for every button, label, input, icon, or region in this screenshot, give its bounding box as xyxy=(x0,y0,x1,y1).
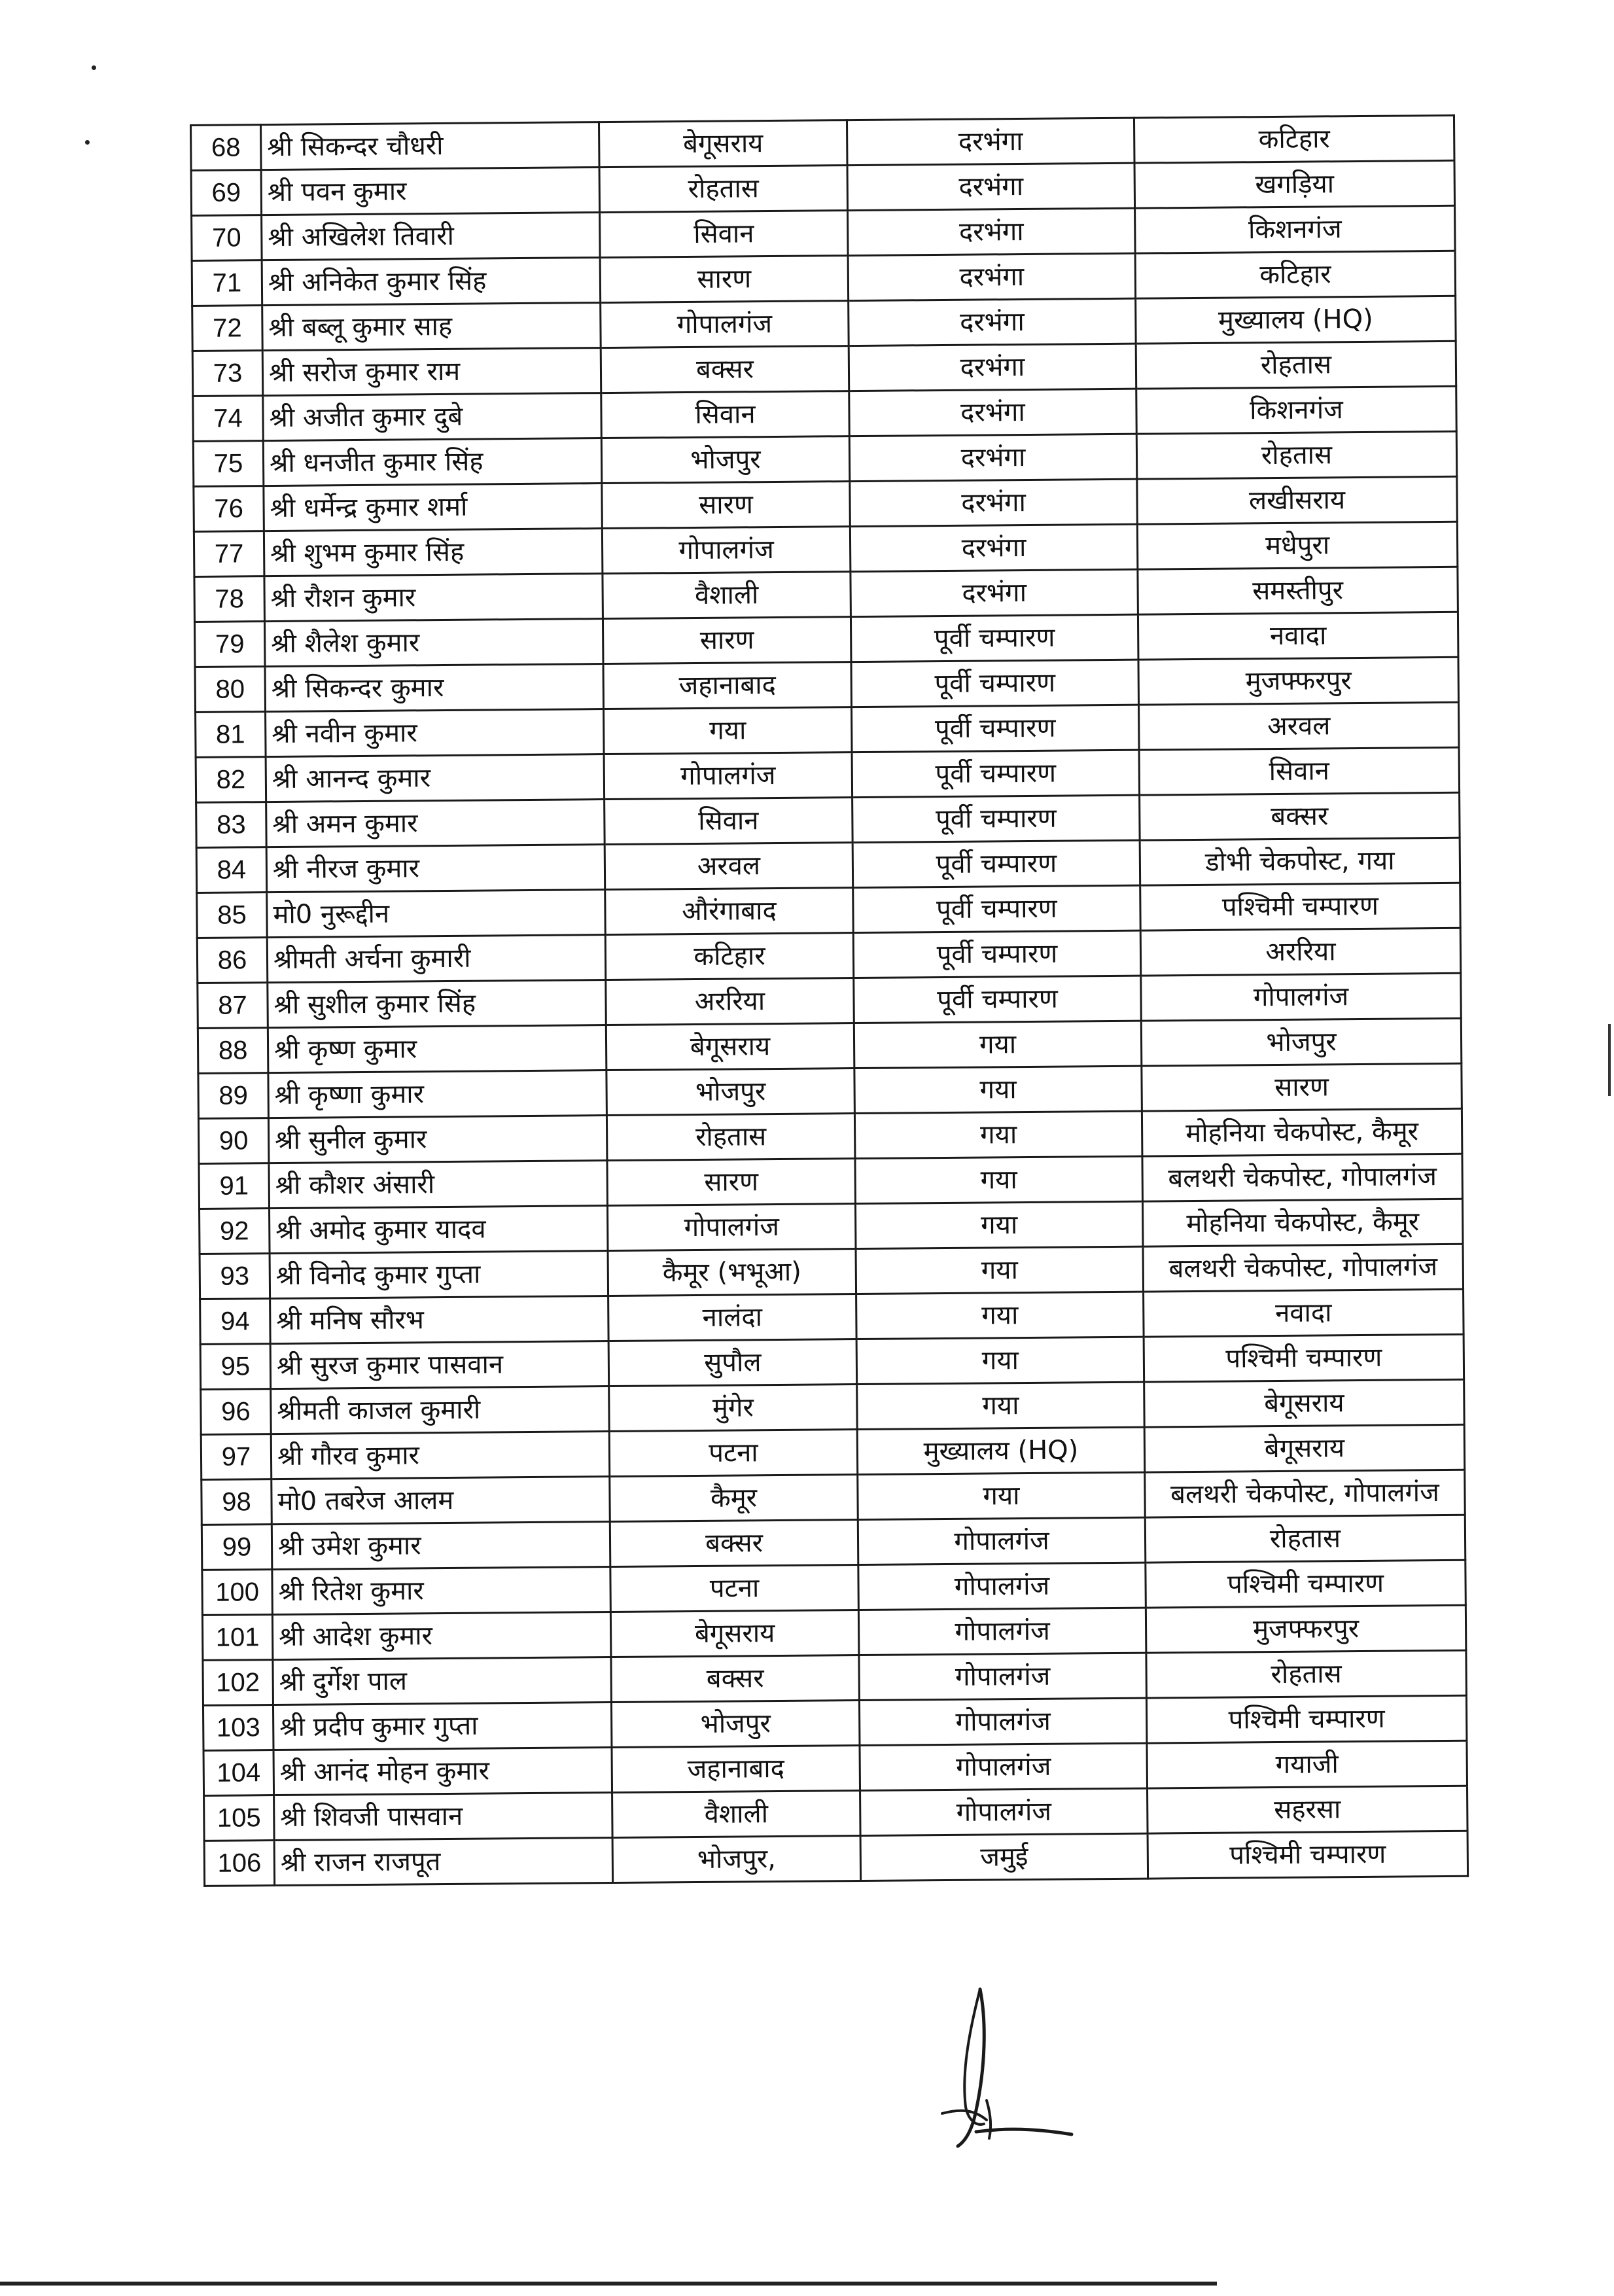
serial-number-cell: 92 xyxy=(200,1209,270,1254)
serial-number-cell: 95 xyxy=(200,1344,271,1390)
serial-number-cell: 70 xyxy=(192,215,262,261)
home-district-cell: गोपालगंज xyxy=(602,527,851,574)
employee-name-cell: श्री सुनील कुमार xyxy=(268,1116,607,1163)
employee-name-cell: श्री दुर्गेश पाल xyxy=(273,1657,612,1705)
serial-number-cell: 94 xyxy=(200,1299,271,1345)
employee-name-cell: श्री पवन कुमार xyxy=(261,168,600,215)
new-posting-cell: पश्चिमी चम्पारण xyxy=(1144,1334,1464,1382)
current-posting-cell: पूर्वी चम्पारण xyxy=(852,795,1140,842)
current-posting-cell: गोपालगंज xyxy=(858,1563,1146,1610)
home-district-cell: भोजपुर xyxy=(611,1701,860,1748)
serial-number-cell: 69 xyxy=(191,170,262,216)
new-posting-cell: भोजपुर xyxy=(1141,1018,1462,1066)
serial-number-cell: 78 xyxy=(194,576,265,622)
home-district-cell: वैशाली xyxy=(612,1791,861,1838)
home-district-cell: पटना xyxy=(610,1565,859,1612)
home-district-cell: कैमूर xyxy=(610,1475,858,1522)
new-posting-cell: किशनगंज xyxy=(1135,205,1456,253)
serial-number-cell: 68 xyxy=(191,125,262,171)
home-district-cell: बक्सर xyxy=(610,1520,858,1567)
current-posting-cell: गोपालगंज xyxy=(860,1743,1148,1790)
new-posting-cell: नवादा xyxy=(1138,612,1458,660)
current-posting-cell: जमुई xyxy=(860,1833,1148,1881)
current-posting-cell: पूर्वी चम्पारण xyxy=(854,976,1142,1023)
employee-name-cell: श्री सिकन्दर चौधरी xyxy=(261,122,600,170)
employee-name-cell: श्री अमोद कुमार यादव xyxy=(270,1206,608,1254)
serial-number-cell: 84 xyxy=(196,847,267,893)
new-posting-cell: समस्तीपुर xyxy=(1138,567,1458,614)
employee-name-cell: श्री धर्मेन्द्र कुमार शर्मा xyxy=(264,484,603,531)
current-posting-cell: गोपालगंज xyxy=(858,1517,1146,1564)
current-posting-cell: गया xyxy=(857,1382,1145,1429)
employee-name-cell: श्री गौरव कुमार xyxy=(271,1432,610,1479)
new-posting-cell: गयाजी xyxy=(1147,1740,1467,1788)
current-posting-cell: मुख्यालय (HQ) xyxy=(857,1427,1145,1474)
employee-name-cell: श्री सुशील कुमार सिंह xyxy=(268,980,606,1028)
employee-name-cell: श्री रितेश कुमार xyxy=(272,1567,611,1615)
serial-number-cell: 91 xyxy=(199,1163,270,1209)
serial-number-cell: 105 xyxy=(204,1795,275,1841)
employee-name-cell: श्री आनन्द कुमार xyxy=(266,754,605,802)
transfer-list-table-wrap xyxy=(190,115,1440,1887)
new-posting-cell: सारण xyxy=(1142,1063,1462,1111)
home-district-cell: सारण xyxy=(600,256,849,303)
home-district-cell: बक्सर xyxy=(611,1655,860,1703)
new-posting-cell: पश्चिमी चम्पारण xyxy=(1146,1695,1467,1743)
current-posting-cell: दरभंगा xyxy=(851,569,1138,616)
employee-name-cell: श्री कौशर अंसारी xyxy=(269,1161,608,1209)
new-posting-cell: पश्चिमी चम्पारण xyxy=(1148,1831,1468,1879)
new-posting-cell: मुख्यालय (HQ) xyxy=(1136,296,1456,344)
new-posting-cell: खगड़िया xyxy=(1134,160,1455,208)
employee-name-cell: श्री अमन कुमार xyxy=(266,800,605,847)
new-posting-cell: रोहतास xyxy=(1145,1515,1465,1563)
employee-name-cell: श्री धनजीत कुमार सिंह xyxy=(263,438,602,486)
serial-number-cell: 74 xyxy=(193,396,264,442)
home-district-cell: गोपालगंज xyxy=(601,301,849,348)
new-posting-cell: किशनगंज xyxy=(1136,386,1457,434)
new-posting-cell: मुजफ्फरपुर xyxy=(1146,1605,1466,1653)
serial-number-cell: 88 xyxy=(198,1028,268,1074)
serial-number-cell: 83 xyxy=(196,802,267,848)
new-posting-cell: बलथरी चेकपोस्ट, गोपालगंज xyxy=(1145,1470,1465,1517)
home-district-cell: सिवान xyxy=(601,391,850,438)
home-district-cell: मुंगेर xyxy=(609,1385,858,1432)
serial-number-cell: 86 xyxy=(197,938,268,983)
home-district-cell: भोजपुर, xyxy=(612,1836,861,1883)
employee-name-cell: श्री सरोज कुमार राम xyxy=(262,348,601,396)
employee-name-cell: श्रीमती काजल कुमारी xyxy=(271,1386,610,1434)
employee-name-cell: श्री बब्लू कुमार साह xyxy=(262,303,601,351)
current-posting-cell: पूर्वी चम्पारण xyxy=(853,930,1141,978)
scan-speck xyxy=(92,65,96,70)
serial-number-cell: 80 xyxy=(195,667,266,713)
new-posting-cell: मधेपुरा xyxy=(1137,521,1458,569)
current-posting-cell: दरभंगा xyxy=(847,163,1135,210)
new-posting-cell: रोहतास xyxy=(1136,341,1456,389)
home-district-cell: भोजपुर xyxy=(601,436,850,484)
employee-name-cell: श्री शुभम कुमार सिंह xyxy=(264,529,603,576)
serial-number-cell: 71 xyxy=(192,260,262,306)
serial-number-cell: 96 xyxy=(201,1389,272,1435)
scan-speck xyxy=(85,140,90,145)
serial-number-cell: 104 xyxy=(203,1750,274,1796)
current-posting-cell: गया xyxy=(858,1472,1146,1519)
employee-name-cell: श्री राजन राजपूत xyxy=(274,1838,613,1886)
serial-number-cell: 99 xyxy=(202,1525,272,1570)
new-posting-cell: गोपालगंज xyxy=(1141,973,1462,1021)
current-posting-cell: गया xyxy=(854,1111,1142,1158)
home-district-cell: सुपौल xyxy=(608,1339,857,1386)
current-posting-cell: गोपालगंज xyxy=(859,1653,1147,1700)
current-posting-cell: गोपालगंज xyxy=(860,1788,1148,1835)
serial-number-cell: 103 xyxy=(203,1705,273,1751)
serial-number-cell: 100 xyxy=(202,1570,273,1616)
new-posting-cell: मुजफ्फरपुर xyxy=(1138,657,1459,705)
home-district-cell: गोपालगंज xyxy=(607,1204,856,1251)
new-posting-cell: सिवान xyxy=(1139,747,1460,795)
employee-name-cell: श्री आदेश कुमार xyxy=(272,1612,611,1660)
current-posting-cell: गया xyxy=(855,1156,1143,1203)
home-district-cell: वैशाली xyxy=(603,572,851,619)
current-posting-cell: दरभंगा xyxy=(847,118,1134,165)
new-posting-cell: पश्चिमी चम्पारण xyxy=(1146,1560,1466,1608)
new-posting-cell: बेगूसराय xyxy=(1144,1379,1465,1427)
new-posting-cell: मोहनिया चेकपोस्ट, कैमूर xyxy=(1142,1199,1463,1246)
home-district-cell: गोपालगंज xyxy=(604,752,852,800)
new-posting-cell: मोहनिया चेकपोस्ट, कैमूर xyxy=(1142,1108,1462,1156)
home-district-cell: पटना xyxy=(609,1430,858,1477)
new-posting-cell: लखीसराय xyxy=(1137,476,1458,524)
employee-name-cell: मो0 नुरूद्दीन xyxy=(267,890,606,938)
serial-number-cell: 72 xyxy=(192,306,263,351)
employee-name-cell: श्री नीरज कुमार xyxy=(266,845,605,892)
serial-number-cell: 79 xyxy=(194,622,265,667)
employee-name-cell: श्रीमती अर्चना कुमारी xyxy=(267,935,606,983)
home-district-cell: जहानाबाद xyxy=(603,662,852,709)
current-posting-cell: गया xyxy=(854,1021,1142,1068)
signature-icon xyxy=(903,1963,1086,2159)
new-posting-cell: अररिया xyxy=(1140,928,1461,976)
home-district-cell: रोहतास xyxy=(606,1114,855,1161)
employee-name-cell: श्री सुरज कुमार पासवान xyxy=(270,1341,609,1389)
current-posting-cell: पूर्वी चम्पारण xyxy=(852,705,1140,752)
current-posting-cell: गोपालगंज xyxy=(858,1608,1146,1655)
serial-number-cell: 76 xyxy=(194,486,264,532)
employee-name-cell: श्री प्रदीप कुमार गुप्ता xyxy=(273,1703,612,1750)
current-posting-cell: पूर्वी चम्पारण xyxy=(851,660,1139,707)
serial-number-cell: 106 xyxy=(204,1841,275,1886)
home-district-cell: जहानाबाद xyxy=(612,1746,860,1793)
new-posting-cell: बलथरी चेकपोस्ट, गोपालगंज xyxy=(1143,1244,1464,1292)
home-district-cell: सारण xyxy=(607,1159,856,1206)
home-district-cell: अरवल xyxy=(605,843,853,890)
home-district-cell: भोजपुर xyxy=(606,1069,855,1116)
current-posting-cell: पूर्वी चम्पारण xyxy=(852,840,1140,887)
employee-name-cell: श्री शिवजी पासवान xyxy=(274,1793,613,1841)
current-posting-cell: गया xyxy=(856,1337,1144,1384)
transfer-list-table xyxy=(190,115,1469,1887)
home-district-cell: सिवान xyxy=(600,211,849,258)
employee-name-cell: श्री अजीत कुमार दुबे xyxy=(263,393,602,441)
employee-name-cell: श्री मनिष सौरभ xyxy=(270,1296,609,1344)
current-posting-cell: गया xyxy=(855,1201,1143,1248)
table-body xyxy=(191,115,1468,1886)
new-posting-cell: रोहतास xyxy=(1146,1650,1467,1698)
home-district-cell: रोहतास xyxy=(599,166,848,213)
current-posting-cell: दरभंगा xyxy=(849,434,1137,481)
serial-number-cell: 102 xyxy=(203,1660,273,1706)
current-posting-cell: दरभंगा xyxy=(849,344,1136,391)
employee-name-cell: श्री रौशन कुमार xyxy=(264,574,603,622)
new-posting-cell: बेगूसराय xyxy=(1144,1424,1465,1472)
employee-name-cell: श्री अखिलेश तिवारी xyxy=(262,213,601,260)
scan-edge-mark xyxy=(1608,1024,1611,1096)
serial-number-cell: 75 xyxy=(193,441,264,487)
serial-number-cell: 89 xyxy=(198,1073,269,1119)
current-posting-cell: पूर्वी चम्पारण xyxy=(853,885,1141,932)
employee-name-cell: श्री सिकन्दर कुमार xyxy=(265,664,604,712)
new-posting-cell: पश्चिमी चम्पारण xyxy=(1140,883,1461,930)
new-posting-cell: कटिहार xyxy=(1135,251,1456,298)
employee-name-cell: श्री शैलेश कुमार xyxy=(264,619,603,667)
home-district-cell: बेगूसराय xyxy=(610,1610,859,1657)
serial-number-cell: 85 xyxy=(197,892,268,938)
current-posting-cell: दरभंगा xyxy=(848,253,1136,300)
employee-name-cell: श्री कृष्णा कुमार xyxy=(268,1070,607,1118)
serial-number-cell: 81 xyxy=(196,712,266,758)
bottom-rule xyxy=(0,2282,1217,2286)
current-posting-cell: गोपालगंज xyxy=(859,1698,1147,1745)
home-district-cell: बेगूसराय xyxy=(599,120,847,168)
home-district-cell: अररिया xyxy=(606,978,854,1025)
serial-number-cell: 87 xyxy=(198,983,268,1029)
employee-name-cell: श्री कृष्ण कुमार xyxy=(268,1025,606,1073)
new-posting-cell: सहरसा xyxy=(1148,1786,1468,1833)
current-posting-cell: दरभंगा xyxy=(849,389,1137,436)
current-posting-cell: दरभंगा xyxy=(848,208,1136,255)
current-posting-cell: पूर्वी चम्पारण xyxy=(852,750,1140,797)
current-posting-cell: पूर्वी चम्पारण xyxy=(851,614,1138,662)
serial-number-cell: 77 xyxy=(194,531,264,577)
employee-name-cell: श्री उमेश कुमार xyxy=(272,1522,610,1570)
employee-name-cell: श्री अनिकेत कुमार सिंह xyxy=(262,258,601,306)
new-posting-cell: बक्सर xyxy=(1140,792,1460,840)
home-district-cell: गया xyxy=(604,707,852,754)
employee-name-cell: श्री विनोद कुमार गुप्ता xyxy=(270,1251,608,1299)
home-district-cell: सिवान xyxy=(605,798,853,845)
current-posting-cell: गया xyxy=(854,1066,1142,1113)
serial-number-cell: 101 xyxy=(202,1615,273,1661)
new-posting-cell: नवादा xyxy=(1144,1289,1464,1337)
home-district-cell: कटिहार xyxy=(605,933,854,980)
table-row xyxy=(204,1831,1467,1886)
serial-number-cell: 97 xyxy=(201,1434,272,1480)
serial-number-cell: 82 xyxy=(196,757,266,803)
home-district-cell: कैमूर (भभूआ) xyxy=(608,1249,856,1296)
employee-name-cell: मो0 तबरेज आलम xyxy=(272,1477,610,1525)
home-district-cell: सारण xyxy=(602,482,851,529)
home-district-cell: नालंदा xyxy=(608,1294,857,1341)
home-district-cell: औरंगाबाद xyxy=(605,888,854,935)
current-posting-cell: दरभंगा xyxy=(850,524,1138,571)
home-district-cell: बक्सर xyxy=(601,346,849,393)
employee-name-cell: श्री आनंद मोहन कुमार xyxy=(273,1748,612,1795)
current-posting-cell: दरभंगा xyxy=(849,298,1136,345)
home-district-cell: सारण xyxy=(603,617,851,664)
current-posting-cell: दरभंगा xyxy=(850,479,1138,526)
current-posting-cell: गया xyxy=(856,1292,1144,1339)
new-posting-cell: डोभी चेकपोस्ट, गया xyxy=(1140,838,1460,885)
employee-name-cell: श्री नवीन कुमार xyxy=(266,709,605,757)
new-posting-cell: अरवल xyxy=(1139,702,1460,750)
current-posting-cell: गया xyxy=(856,1246,1144,1294)
serial-number-cell: 73 xyxy=(192,351,263,397)
new-posting-cell: कटिहार xyxy=(1134,115,1454,163)
home-district-cell: बेगूसराय xyxy=(606,1023,854,1070)
new-posting-cell: रोहतास xyxy=(1136,431,1457,479)
new-posting-cell: बलथरी चेकपोस्ट, गोपालगंज xyxy=(1142,1154,1463,1201)
serial-number-cell: 93 xyxy=(200,1254,270,1299)
serial-number-cell: 98 xyxy=(202,1479,272,1525)
serial-number-cell: 90 xyxy=(198,1118,269,1164)
